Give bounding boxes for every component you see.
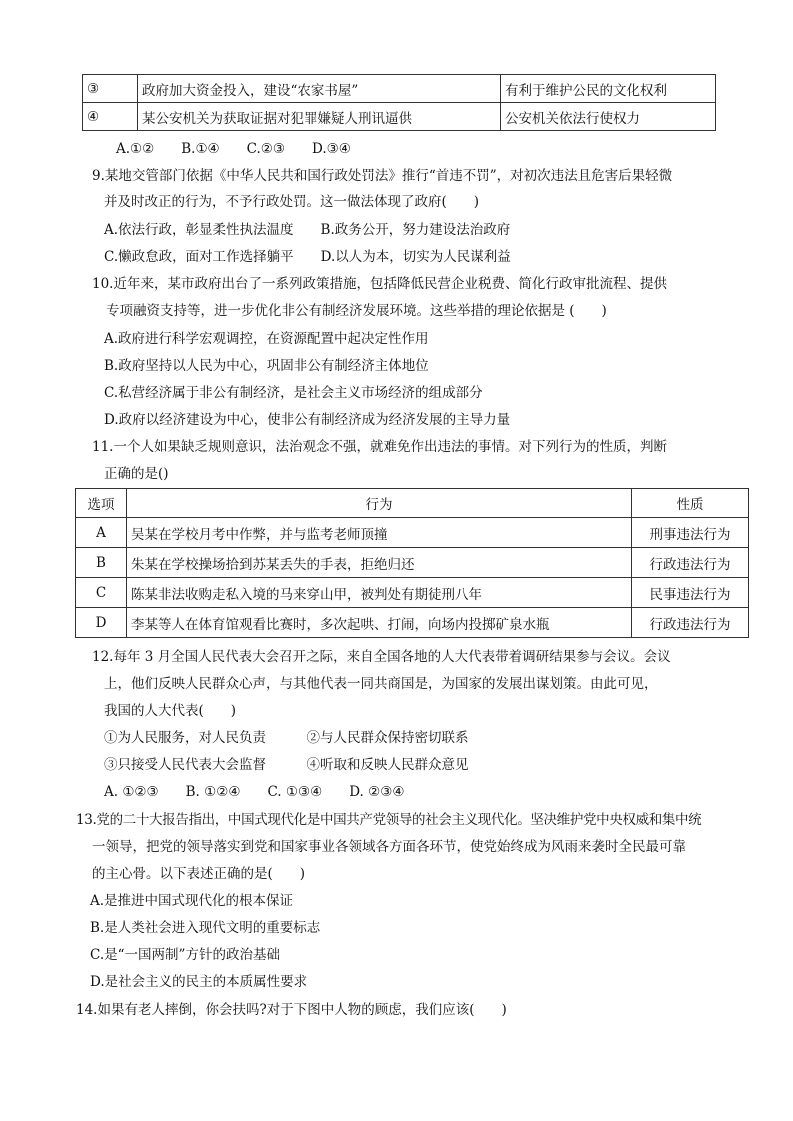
- q9-stem-line1: 9.某地交管部门依据《中华人民共和国行政处罚法》推行“首违不罚”，对初次违法且危害后果轻微: [92, 168, 673, 184]
- q8-options: A.①② B.①④ C.②③ D.③④: [116, 141, 351, 157]
- header-behavior: 行为: [127, 489, 632, 518]
- q12-options: A. ①②③ B. ①②④ C. ①③④ D. ②③④: [104, 784, 405, 800]
- q13-stem-line2: 一领导，把党的领导落实到党和国家事业各领域各方面各环节，使党始终成为风雨来袭时全民最可靠: [92, 839, 686, 855]
- table-row: [83, 103, 716, 131]
- row-nature: 行政违法行为: [632, 548, 749, 578]
- row-behavior: 朱某在学校操场拾到苏某丢失的手表，拒绝归还: [127, 548, 632, 578]
- q9-options-cd: C.懒政怠政，面对工作选择躺平 D.以人为本，切实为人民谋利益: [104, 249, 511, 265]
- q13-option-c: C.是“一国两制”方针的政治基础: [90, 947, 280, 963]
- q8-row-num: ④: [83, 103, 138, 131]
- table-row: [76, 548, 749, 578]
- q12-stem-line2: 上，他们反映人民群众心声，与其他代表一同共商国是，为国家的发展出谋划策。由此可见，: [104, 676, 658, 692]
- q10-option-d: D.政府以经济建设为中心，使非公有制经济成为经济发展的主导力量: [104, 412, 511, 428]
- q13-stem-line1: 13.党的二十大报告指出，中国式现代化是中国共产党领导的社会主义现代化。坚决维护党中央权威和集中统: [76, 812, 702, 828]
- q9-stem-line2: 并及时改正的行为，不予行政处罚。这一做法体现了政府( ): [104, 194, 480, 210]
- row-nature: 刑事违法行为: [632, 518, 749, 548]
- q10-stem-line1: 10.近年来，某市政府出台了一系列政策措施，包括降低民营企业税费、简化行政审批流程、提供: [92, 276, 667, 292]
- q11-stem-line1: 11.一个人如果缺乏规则意识，法治观念不强，就难免作出违法的事情。对下列行为的性质，判断: [92, 439, 667, 455]
- q10-stem-line2: 专项融资支持等，进一步优化非公有制经济发展环境。这些举措的理论依据是 ( ): [106, 303, 607, 319]
- q12-items-12: ①为人民服务，对人民负责 ②与人民群众保持密切联系: [104, 730, 469, 746]
- row-nature: 行政违法行为: [632, 608, 749, 638]
- row-option: B: [76, 548, 127, 578]
- q12-items-34: ③只接受人民代表大会监督 ④听取和反映人民群众意见: [104, 757, 469, 773]
- q9-options-ab: A.依法行政，彰显柔性执法温度 B.政务公开，努力建设法治政府: [104, 222, 511, 238]
- q13-option-b: B.是人类社会进入现代文明的重要标志: [90, 920, 321, 936]
- q13-option-a: A.是推进中国式现代化的根本保证: [90, 893, 294, 909]
- q10-option-c: C.私营经济属于非公有制经济，是社会主义市场经济的组成部分: [104, 385, 483, 401]
- q10-option-a: A.政府进行科学宏观调控，在资源配置中起决定性作用: [104, 331, 429, 347]
- q8-row-content: 某公安机关为获取证据对犯罪嫌疑人刑讯逼供: [138, 103, 501, 131]
- row-option: D: [76, 608, 127, 638]
- table-row: [76, 608, 749, 638]
- q8-table: [82, 74, 716, 131]
- q13-stem-line3: 的主心骨。以下表述正确的是( ): [92, 866, 306, 882]
- row-behavior: 李某等人在体育馆观看比赛时，多次起哄、打闹，向场内投掷矿泉水瓶: [127, 608, 632, 638]
- header-nature: 性质: [632, 489, 749, 518]
- table-row: [83, 75, 716, 103]
- q8-row-content: 政府加大资金投入，建设“农家书屋”: [138, 75, 501, 103]
- q12-stem-line1: 12.每年 3 月全国人民代表大会召开之际，来自全国各地的人大代表带着调研结果参与会议。会议: [92, 649, 671, 665]
- row-option: A: [76, 518, 127, 548]
- row-behavior: 吴某在学校月考中作弊，并与监考老师顶撞: [127, 518, 632, 548]
- row-nature: 民事违法行为: [632, 578, 749, 608]
- q8-row-meaning: 公安机关依法行使权力: [501, 103, 716, 131]
- table-row: [76, 518, 749, 548]
- table-header-row: [76, 489, 749, 518]
- table-row: [76, 578, 749, 608]
- row-option: C: [76, 578, 127, 608]
- q12-stem-line3: 我国的人大代表( ): [104, 703, 237, 719]
- q13-option-d: D.是社会主义的民主的本质属性要求: [90, 974, 308, 990]
- q10-option-b: B.政府坚持以人民为中心，巩固非公有制经济主体地位: [104, 358, 429, 374]
- q11-table: [75, 488, 749, 638]
- q8-row-meaning: 有利于维护公民的文化权利: [501, 75, 716, 103]
- q11-stem-line2: 正确的是(): [104, 466, 169, 482]
- header-option: 选项: [76, 489, 127, 518]
- q14-stem-line1: 14.如果有老人摔倒，你会扶吗?对于下图中人物的顾虑，我们应该( ): [76, 1002, 507, 1018]
- q8-row-num: ③: [83, 75, 138, 103]
- row-behavior: 陈某非法收购走私入境的马来穿山甲，被判处有期徒刑八年: [127, 578, 632, 608]
